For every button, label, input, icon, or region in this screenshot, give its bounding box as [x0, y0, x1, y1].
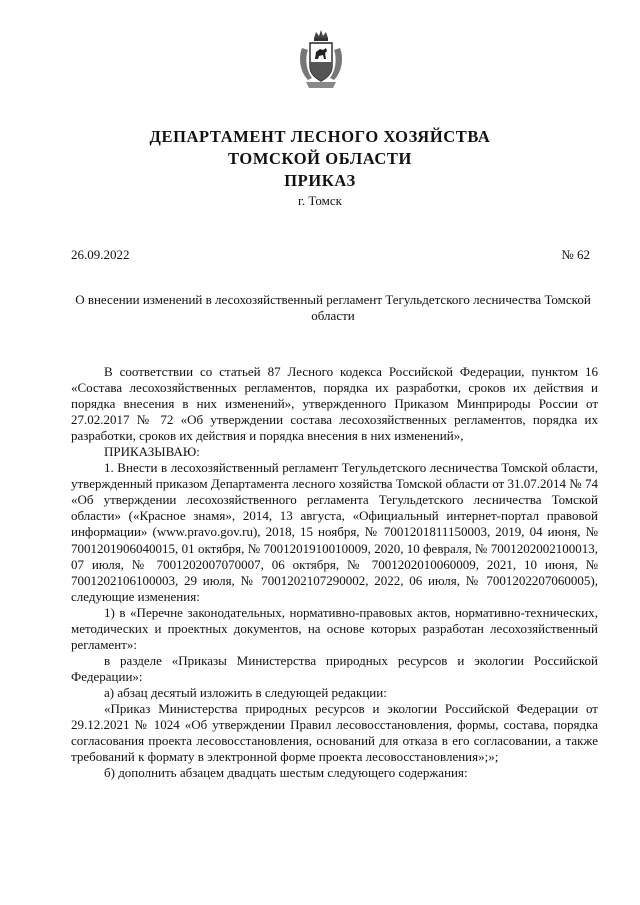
document-date: 26.09.2022: [71, 247, 130, 262]
document-subject: О внесении изменений в лесохозяйственный регламент Тегульдетского лесничества Томской области: [75, 292, 591, 323]
paragraph-section: в разделе «Приказы Министерства природных ресурсов и экологии Российской Федерации»:: [71, 652, 598, 684]
paragraph-order-word: ПРИКАЗЫВАЮ:: [104, 444, 200, 460]
city: г. Томск: [298, 193, 342, 208]
paragraph-item-1: 1. Внести в лесохозяйственный регламент Тегульдетского лесничества Томской области, утвержденный приказом Департамента лесного хозяйства Томской области от 31.07.2014 № 74 «Об утверждении лесохозяйственного регламента Тегульдетского лесничества Томской области» («Красное знамя», 2014, 13 августа, «Официальный интернет-портал правовой информации» (www.pravo.gov.ru), 2018, 15 ноября, № 7001201811150003, 2019, 04 июня, № 7001201906040015, 01 октября, № 7001201910010009, 2020, 10 февраля, № 7001202002100013, 07 июля, № 7001202007070007, 06 октября, № 7001202010060009, 2021, 10 июня, № 7001202106100003, 29 июля, № 7001202107290002, 2022, 06 июля, № 7001202207060005), следующие изменения:: [71, 460, 598, 604]
paragraph-point-b: б) дополнить абзацем двадцать шестым следующего содержания:: [104, 765, 468, 781]
document-body: [71, 364, 598, 781]
paragraph-point-a: а) абзац десятый изложить в следующей редакции:: [104, 684, 387, 700]
department-name-line2: ТОМСКОЙ ОБЛАСТИ: [228, 149, 412, 168]
coat-of-arms-icon: [296, 28, 346, 92]
paragraph-quote: «Приказ Министерства природных ресурсов и экологии Российской Федерации от 29.12.2021 № 1024 «Об утверждении Правил лесовосстановления, формы, состава, порядка согласования проекта лесовосстановления, оснований для отказа в его согласовании, а также требований к формату в электронной форме проекта лесовосстановления»;»;: [71, 700, 598, 765]
document-number: № 62: [561, 247, 590, 262]
paragraph-preamble: В соответствии со статьей 87 Лесного кодекса Российской Федерации, пунктом 16 «Состава лесохозяйственных регламентов, порядка их разработки, сроков их действия и порядка внесения в них изменений», утвержденного Приказом Минприроды России от 27.02.2017 № 72 «Об утверждении состава лесохозяйственных регламентов, порядка их разработки, сроков их действия и порядка внесения в них изменений»,: [71, 364, 598, 444]
department-name-line1: ДЕПАРТАМЕНТ ЛЕСНОГО ХОЗЯЙСТВА: [149, 127, 491, 146]
document-type: ПРИКАЗ: [284, 171, 356, 190]
paragraph-subitem-1: 1) в «Перечне законодательных, нормативно-правовых актов, нормативно-технических, методических и проектных документов, на основе которых разработан лесохозяйственный регламент»:: [71, 604, 598, 652]
